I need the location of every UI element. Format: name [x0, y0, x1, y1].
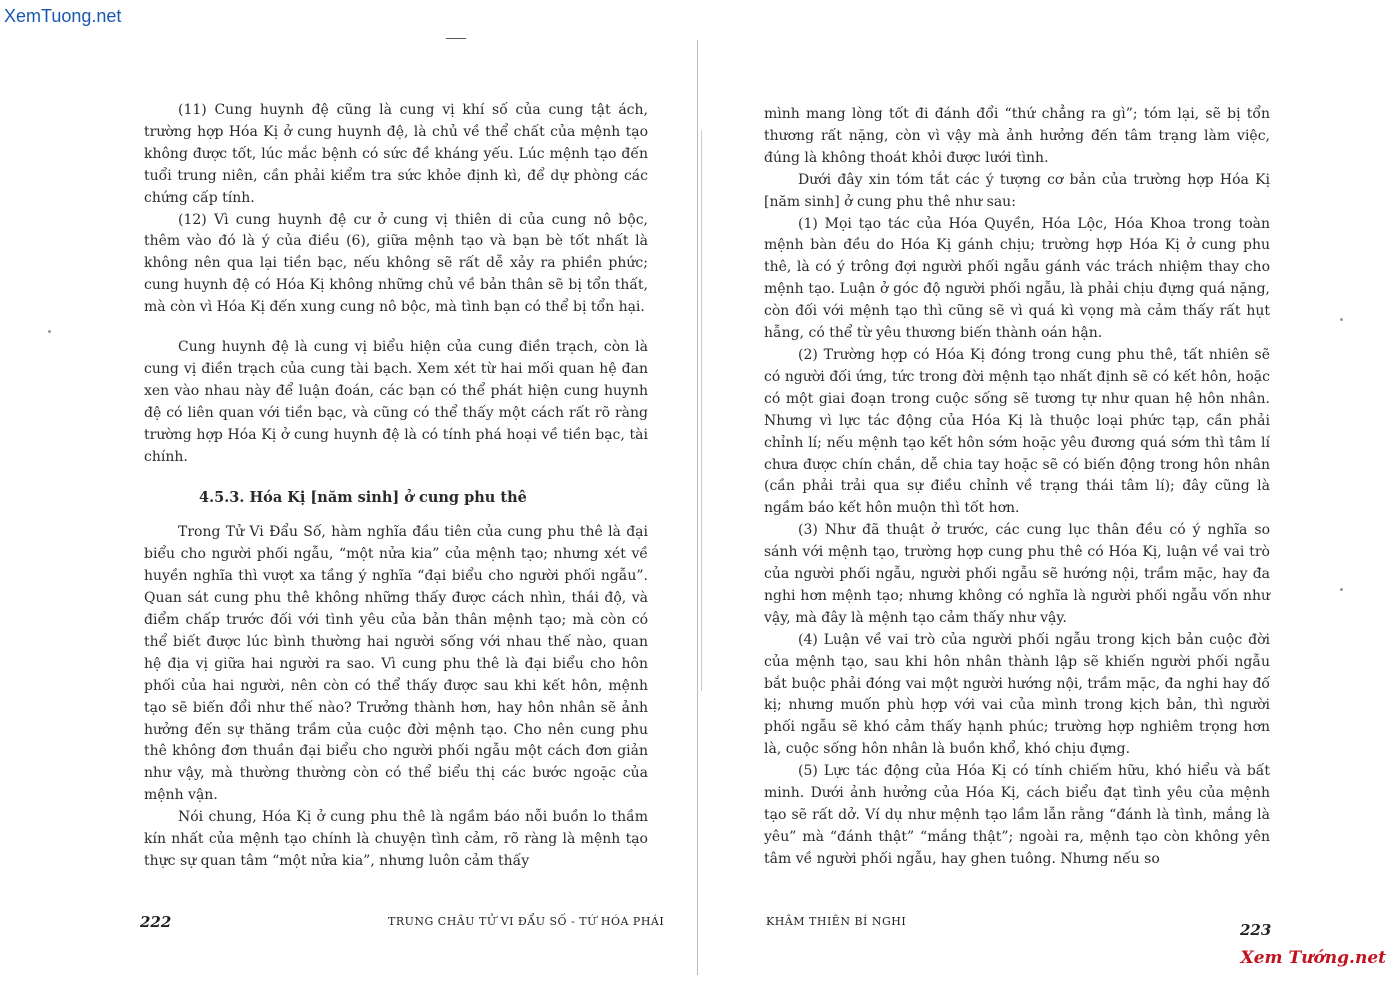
section-heading: 4.5.3. Hóa Kị [năm sinh] ở cung phu thê	[199, 488, 527, 506]
paragraph: (4) Luận về vai trò của người phối ngẫu trong kịch bản cuộc đời của mệnh tạo, sau khi hôn nhân thành lập sẽ khiến người phối ngẫu bắt buộc phải đóng vai một người hướng nội, trầm mặc, đa nghi hay đố kị; nhưng muốn phù hợp với vai của mình trong kịch bản, thì người phối ngẫu sẽ khó cảm thấy hạnh phúc; trường hợp nghiêm trọng hơn là, cuộc sống hôn nhân là buồn khổ, khó chịu đựng.	[764, 631, 1270, 758]
page-number: 223	[1240, 921, 1272, 939]
scan-dot	[1340, 318, 1343, 321]
paragraph: mình mang lòng tốt đi đánh đổi “thứ chẳng ra gì”; tóm lại, sẽ bị tổn thương rất nặng, còn vì vậy mà ảnh hưởng đến tâm trạng làm việc, đúng là không thoát khỏi được lưới tình.	[764, 106, 1270, 166]
paragraph: (2) Trường hợp có Hóa Kị đóng trong cung phu thê, tất nhiên sẽ có người đối ứng, tức trong đời mệnh tạo nhất định sẽ có kết hôn, hoặc có một giai đoạn trong cuộc sống sẽ tương tự như quan hệ hôn nhân. Nhưng vì lực tác động của Hóa Kị là thuộc loại phức tạp, cần phải chỉnh lí; nếu mệnh tạo kết hôn sớm hoặc yêu đương quá sớm thì tâm lí chưa được chín chắn, dễ chia tay hoặc sẽ có biến động trong hôn nhân (cần phải trải qua sự điều chỉnh về trạng thái tâm lí); đây cũng là ngầm báo kết hôn muộn thì tốt hơn.	[764, 346, 1270, 517]
page-number: 222	[140, 913, 172, 931]
paragraph: Trong Tử Vi Đẩu Số, hàm nghĩa đầu tiên của cung phu thê là đại biểu cho người phối ngẫu, “một nửa kia” của mệnh tạo; nhưng xét về huyền nghĩa thì vượt xa tầng ý nghĩa “đại biểu cho người phối ngẫu”. Quan sát cung phu thê không những thấy được cách nhìn, thái độ, và điểm chấp trước đối với tình yêu của bản thân mệnh tạo; mà còn có thể biết được lúc bình thường hai người sống với nhau thế nào, quan hệ địa vị giữa hai người ra sao. Vì cung phu thê là đại biểu cho hôn phối của hai người, nên còn có thể thấy được sau khi kết hôn, mệnh tạo sẽ biến đổi như thế nào? Trưởng thành hơn, hay hôn nhân sẽ ảnh hưởng đến sự thăng trầm của cuộc đời mệnh tạo. Cho nên cung phu thê không đơn thuần đại biểu cho người phối ngẫu một cách đơn giản như vậy, mà thường thường còn có thể biểu thị các bước ngoặc của mệnh vận.	[144, 524, 648, 804]
paragraph: (3) Như đã thuật ở trước, các cung lục thân đều có ý nghĩa so sánh với mệnh tạo, trường hợp cung phu thê có Hóa Kị, luận về vai trò của người phối ngẫu, người phối ngẫu sẽ hướng nội, trầm mặc, hay đa nghi hơn mệnh tạo; nhưng không có nghĩa là người phối ngẫu vốn như vậy, mà đây là mệnh tạo cảm thấy như vậy.	[764, 522, 1270, 626]
site-link[interactable]: XemTuong.net	[4, 6, 122, 26]
watermark-text: Xem Tướng.net	[1240, 948, 1386, 968]
book-gutter	[697, 40, 703, 975]
paragraph: (5) Lực tác động của Hóa Kị có tính chiếm hữu, khó hiểu và bất minh. Dưới ảnh hưởng của Hóa Kị, cách biểu đạt tình yêu của mệnh tạo sẽ rất dở. Ví dụ như mệnh tạo lầm lẫn rằng “đánh là tình, mắng là yêu” mà “đánh thật” “mắng thật”; ngoài ra, mệnh tạo còn không yên tâm về người phối ngẫu, hay ghen tuông. Nhưng nếu so	[764, 763, 1270, 867]
scan-mark	[446, 38, 466, 39]
paragraph: Cung huynh đệ là cung vị biểu hiện của cung điền trạch, còn là cung vị điền trạch của cung tài bạch. Xem xét từ hai mối quan hệ đan xen vào nhau này để luận đoán, các bạn có thể phát hiện cung huynh đệ có liên quan với tiền bạc, và cũng có thể thấy một cách rất rõ ràng trường hợp Hóa Kị ở cung huynh đệ là có tính phá hoại về tiền bạc, tài chính.	[144, 339, 648, 465]
scan-dot	[1340, 588, 1343, 591]
scan-dot	[48, 330, 51, 333]
paragraph: Dưới đây xin tóm tắt các ý tượng cơ bản của trường hợp Hóa Kị [năm sinh] ở cung phu thê như sau:	[764, 171, 1270, 210]
running-footer: KHÂM THIÊN BÍ NGHI	[766, 915, 907, 928]
yin-yang-icon	[1236, 943, 1237, 973]
paragraph: Nói chung, Hóa Kị ở cung phu thê là ngầm báo nỗi buồn lo thầm kín nhất của mệnh tạo chính là chuyện tình cảm, rõ ràng là mệnh tạo thực sự quan tâm “một nửa kia”, nhưng luôn cảm thấy	[144, 809, 648, 869]
right-page	[764, 104, 1270, 871]
left-page	[144, 100, 648, 873]
paragraph: (1) Mọi tạo tác của Hóa Quyền, Hóa Lộc, Hóa Khoa trong toàn mệnh bàn đều do Hóa Kị gánh chịu; trường hợp Hóa Kị ở cung phu thê, là có ý trông đợi người phối ngẫu gánh vác trách nhiệm thay cho mệnh tạo. Luận ở góc độ người phối ngẫu, là phải chịu đựng quá nặng, còn đối với mệnh tạo thì cũng sẽ vì quá kì vọng mà cảm thấy rất hụt hẫng, có thể từ yêu thương biến thành oán hận.	[764, 215, 1270, 342]
paragraph: (11) Cung huynh đệ cũng là cung vị khí số của cung tật ách, trường hợp Hóa Kị ở cung huynh đệ, là chủ về thể chất của mệnh tạo không được tốt, lúc mắc bệnh có sức đề kháng yếu. Lúc mệnh tạo đến tuổi trung niên, cần phải kiểm tra sức khỏe định kì, để dự phòng các chứng cấp tính.	[144, 102, 648, 206]
site-watermark-logo	[1236, 938, 1386, 978]
paragraph: (12) Vì cung huynh đệ cư ở cung vị thiên di của cung nô bộc, thêm vào đó là ý của điều (6), giữa mệnh tạo và bạn bè tốt nhất là không nên qua lại tiền bạc, nếu không sẽ rất dễ xảy ra phiền phức; cung huynh đệ có Hóa Kị không những chủ về bản thân sẽ bị tổn thất, mà còn vì Hóa Kị đến xung cung nô bộc, mà tình bạn có thể bị tổn hại.	[144, 211, 648, 316]
running-footer: TRUNG CHÂU TỬ VI ĐẨU SỐ - TỨ HÓA PHÁI	[388, 915, 665, 928]
